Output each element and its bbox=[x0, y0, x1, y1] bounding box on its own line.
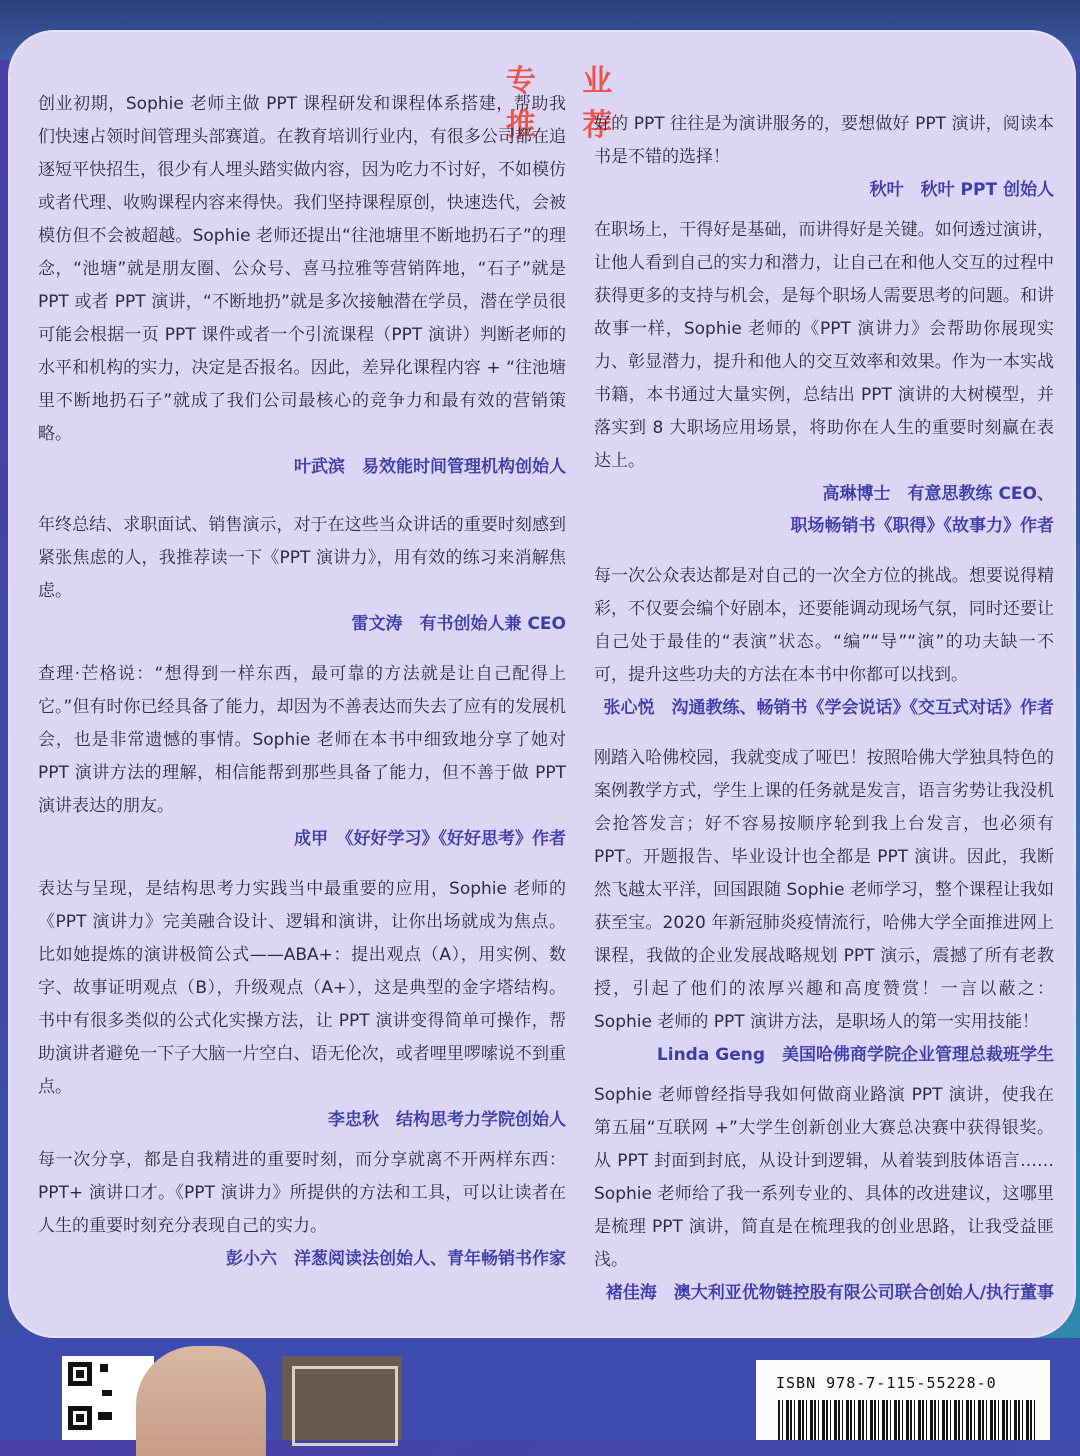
recommendation-text: 每一次分享，都是自我精进的重要时刻，而分享就离不开两样东西：PPT+ 演讲口才。《PPT 演讲力》所提供的方法和工具，可以让读者在人生的重要时刻充分表现自己的实力。 bbox=[38, 1150, 566, 1236]
recommendation-8 bbox=[594, 560, 1054, 724]
recommendation-text: Sophie 老师曾经指导我如何做商业路演 PPT 演讲，使我在第五届“互联网 +”大学生创新创业大赛总决赛中获得银奖。从 PPT 封面到封底，从设计到逻辑，从着装到肢体语言……Sophie 老师给了我一系列专业的、具体的改进建议，这哪里是梳理 PPT 演讲，简直是在梳理我的创业思路，让我受益匪浅。 bbox=[594, 1085, 1054, 1270]
recommendation-text: 每一次公众表达都是对自己的一次全方位的挑战。想要说得精彩，不仅要会编个好剧本，还要能调动现场气氛，同时还要让自己处于最佳的“表演”状态。“编”“导”“演”的功夫缺一不可，提升这些功夫的方法在本书中你都可以找到。 bbox=[594, 566, 1054, 685]
barcode-icon bbox=[778, 1400, 1038, 1440]
recommendation-signature-line2: 职场畅销书《职得》《故事力》作者 bbox=[790, 516, 1054, 536]
recommendation-signature: 成甲 《好好学习》《好好思考》作者 bbox=[294, 829, 566, 849]
recommendation-2 bbox=[38, 509, 566, 640]
recommendation-signature: 叶武滨 易效能时间管理机构创始人 bbox=[294, 457, 566, 477]
right-column bbox=[594, 108, 1054, 1309]
recommendation-1 bbox=[38, 88, 566, 483]
recommendation-7 bbox=[594, 214, 1054, 542]
recommendation-3 bbox=[38, 658, 566, 855]
recommendation-text: 年终总结、求职面试、销售演示，对于在这些当众讲话的重要时刻感到紧张焦虑的人，我推荐读一下《PPT 演讲力》，用有效的练习来消解焦虑。 bbox=[38, 515, 566, 601]
left-column bbox=[38, 88, 566, 1275]
recommendation-text: 表达与呈现，是结构思考力实践当中最重要的应用，Sophie 老师的《PPT 演讲力》完美融合设计、逻辑和演讲，让你出场就成为焦点。比如她提炼的演讲极简公式——ABA+：提出观点（A），用实例、数字、故事证明观点（B），升级观点（A+），这是典型的金字塔结构。书中有很多类似的公式化实操方法，让 PPT 演讲变得简单可操作，帮助演讲者避免一下子大脑一片空白、语无伦次，或者哩里啰嗦说不到重点。 bbox=[38, 879, 566, 1097]
isbn-text: ISBN 978-7-115-55228-0 bbox=[776, 1374, 997, 1392]
recommendation-6 bbox=[594, 108, 1054, 206]
recommendation-text: 查理·芒格说：“想得到一样东西，最可靠的方法就是让自己配得上它。”但有时你已经具备了能力，却因为不善表达而失去了应有的发展机会，也是非常遗憾的事情。Sophie 老师在本书中细致地分享了她对 PPT 演讲方法的理解，相信能帮到那些具备了能力，但不善于做 PPT 演讲表达的朋友。 bbox=[38, 664, 566, 816]
recommendation-signature: 彭小六 洋葱阅读法创始人、青年畅销书作家 bbox=[226, 1249, 566, 1269]
recommendation-signature: 雷文涛 有书创始人兼 CEO bbox=[351, 614, 566, 634]
recommendation-10 bbox=[594, 1079, 1054, 1309]
section-heading: 专 业 推 荐 bbox=[505, 64, 631, 143]
recommendation-signature: Linda Geng 美国哈佛商学院企业管理总裁班学生 bbox=[656, 1045, 1054, 1065]
recommendation-5 bbox=[38, 1144, 566, 1275]
recommendation-signature: 褚佳海 澳大利亚优物链控股有限公司联合创始人/执行董事 bbox=[605, 1283, 1054, 1303]
recommendation-signature: 张心悦 沟通教练、畅销书《学会说话》《交互式对话》作者 bbox=[603, 698, 1054, 718]
recommendation-signature: 高琳博士 有意思教练 CEO、 bbox=[822, 484, 1054, 504]
publisher-logo-icon bbox=[282, 1356, 402, 1440]
recommendation-text: 在职场上，干得好是基础，而讲得好是关键。如何透过演讲，让他人看到自己的实力和潜力，让自己在和他人交互的过程中获得更多的支持与机会，是每个职场人需要思考的问题。和讲故事一样，Sophie 老师的《PPT 演讲力》会帮助你展现实力、彰显潜力，提升和他人的交互效率和效果。作为一本实战书籍，本书通过大量实例，总结出 PPT 演讲的大树模型，并落实到 8 大职场应用场景，将助你在人生的重要时刻赢在表达上。 bbox=[594, 220, 1054, 471]
recommendation-4 bbox=[38, 873, 566, 1136]
recommendation-text: 刚踏入哈佛校园，我就变成了哑巴！按照哈佛大学独具特色的案例教学方式，学生上课的任务就是发言，语言劣势让我没机会抢答发言；好不容易按顺序轮到我上台发言，也必须有 PPT。开题报告、毕业设计也全都是 PPT 演讲。因此，我断然飞越太平洋，回国跟随 Sophie 老师学习，整个课程让我如获至宝。2020 年新冠肺炎疫情流行，哈佛大学全面推进网上课程，我做的企业发展战略规划 PPT 演示，震撼了所有老教授，引起了他们的浓厚兴趣和高度赞赏！一言以蔽之：Sophie 老师的 PPT 演讲方法，是职场人的第一实用技能！ bbox=[594, 748, 1054, 1032]
recommendation-signature: 李忠秋 结构思考力学院创始人 bbox=[328, 1110, 566, 1130]
recommendation-signature: 秋叶 秋叶 PPT 创始人 bbox=[869, 180, 1054, 200]
recommendation-text: 创业初期，Sophie 老师主做 PPT 课程研发和课程体系搭建，帮助我们快速占领时间管理头部赛道。在教育培训行业内，有很多公司都在追逐短平快招生，很少有人埋头踏实做内容，因为吃力不讨好，不如模仿或者代理、收购课程内容来得快。我们坚持课程原创，快速迭代，会被模仿但不会被超越。Sophie 老师还提出“往池塘里不断地扔石子”的理念，“池塘”就是朋友圈、公众号、喜马拉雅等营销阵地，“石子”就是 PPT 或者 PPT 演讲，“不断地扔”就是多次接触潜在学员，潜在学员很可能会根据一页 PPT 课件或者一个引流课程（PPT 演讲）判断老师的水平和机构的实力，决定是否报名。因此，差异化课程内容 + “往池塘里不断地扔石子”就成了我们公司最核心的竞争力和最有效的营销策略。 bbox=[38, 94, 566, 444]
recommendation-text: 好的 PPT 往往是为演讲服务的，要想做好 PPT 演讲，阅读本书是不错的选择！ bbox=[594, 114, 1054, 167]
recommendation-9 bbox=[594, 742, 1054, 1071]
isbn-barcode bbox=[756, 1360, 1050, 1440]
